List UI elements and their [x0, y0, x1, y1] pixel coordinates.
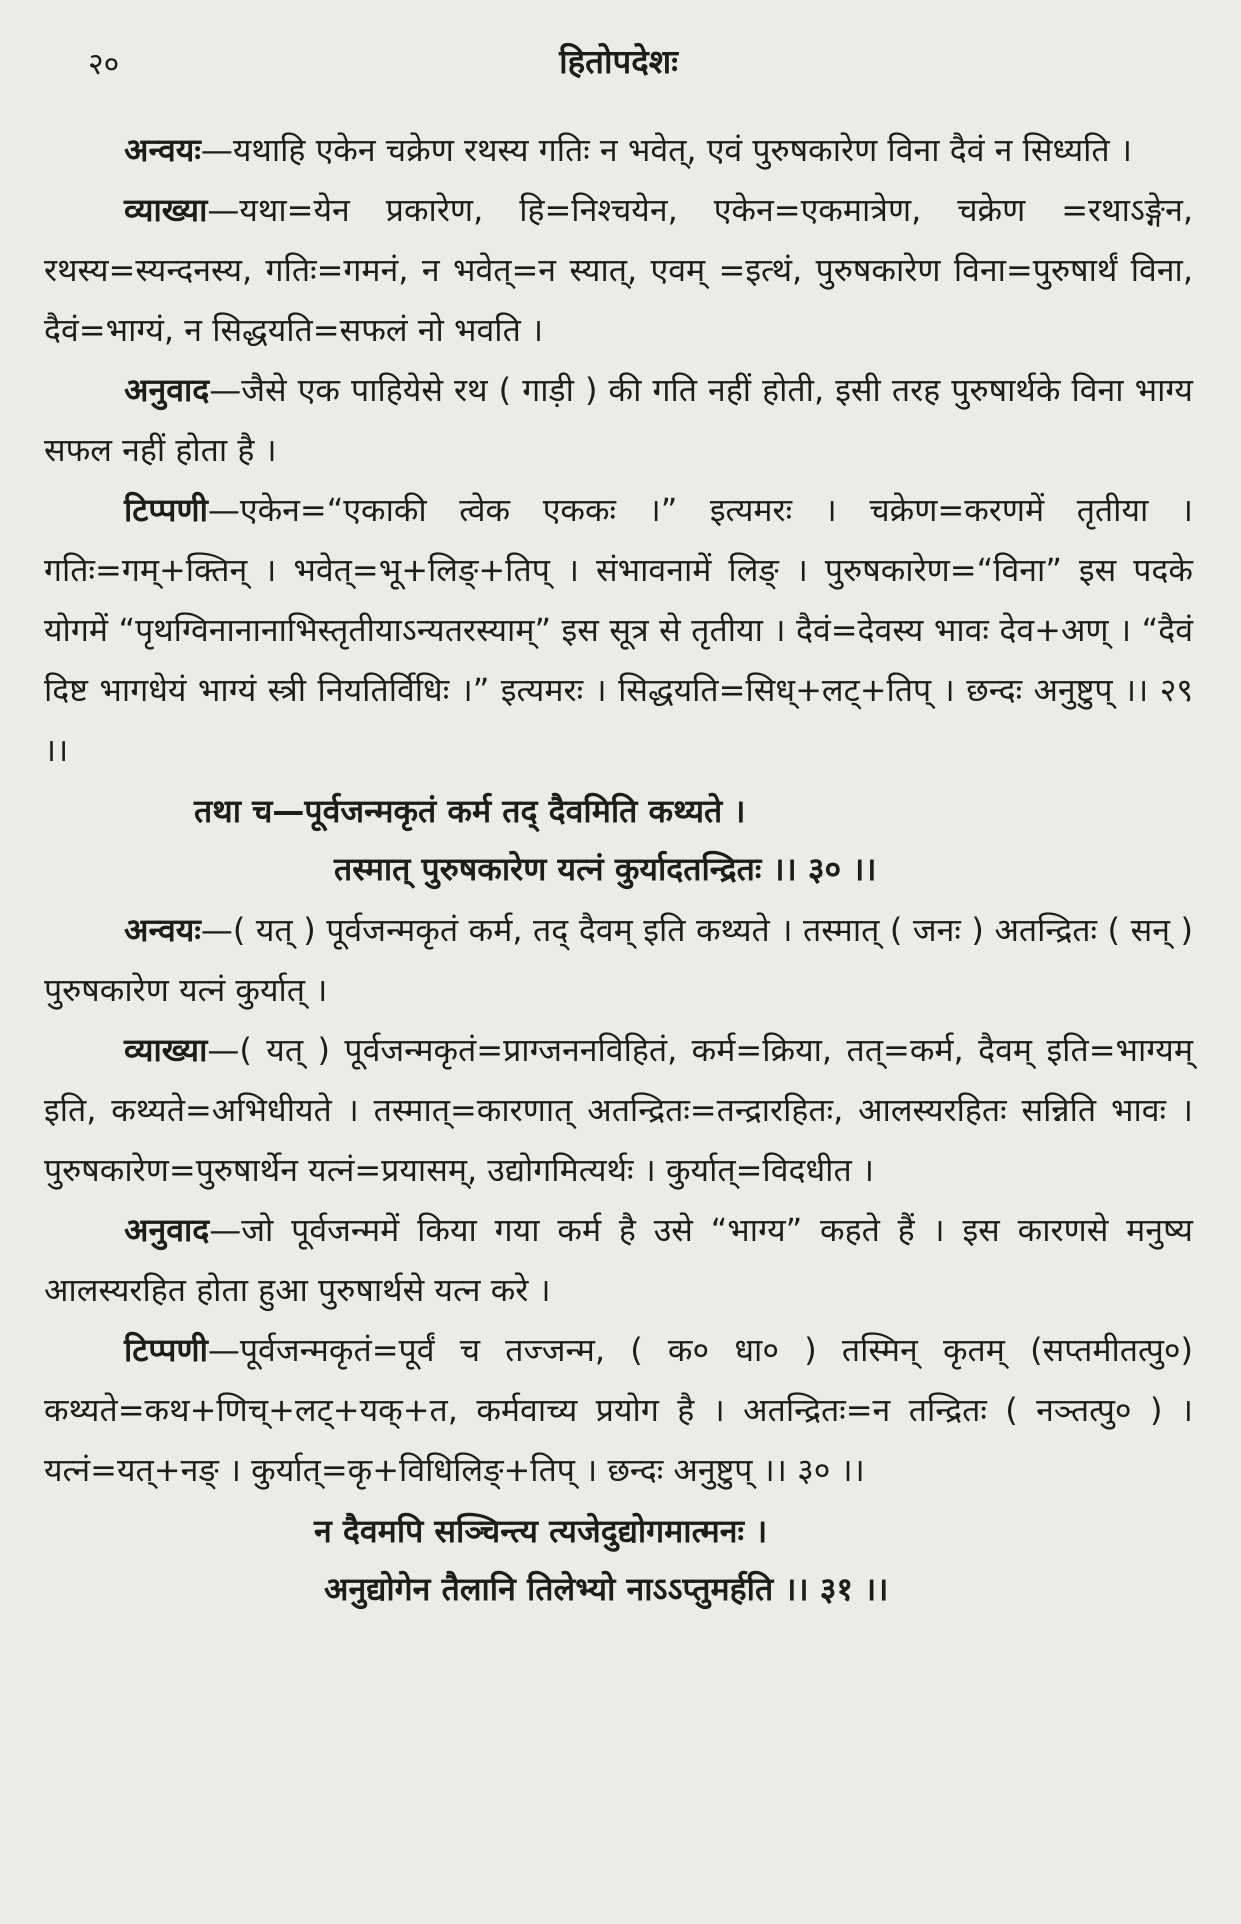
anuvad-label: अनुवाद	[124, 1211, 210, 1249]
anvaya-30	[44, 900, 1193, 1020]
page-header	[44, 0, 1193, 120]
tippani-label: टिप्पणी	[124, 491, 208, 529]
anuvad-29	[44, 360, 1193, 480]
book-title: हितोपदेशः	[559, 42, 678, 81]
verse-31-line-1: न दैवमपि सञ्चिन्त्य त्यजेदुद्योगमात्मनः ।	[314, 1512, 768, 1550]
tippani-29	[44, 480, 1193, 780]
vyakhya-label: व्याख्या	[124, 191, 208, 229]
verse-31-line-2: अनुद्योगेन तैलानि तिलेभ्यो नाऽऽप्तुमर्हति ।। ३१ ।।	[324, 1570, 889, 1608]
vyakhya-30	[44, 1020, 1193, 1200]
vyakhya-label: व्याख्या	[124, 1031, 208, 1069]
anvaya-text: —( यत् ) पूर्वजन्मकृतं कर्म, तद् दैवम् इति कथ्यते । तस्मात् ( जनः ) अतन्द्रितः ( सन् ) पुरुषकारेण यत्नं कुर्यात् ।	[44, 911, 1193, 1009]
anvaya-label: अन्वयः	[124, 131, 201, 169]
anuvad-30	[44, 1200, 1193, 1320]
anuvad-label: अनुवाद	[124, 371, 210, 409]
verse-30-line-1: तथा च—पूर्वजन्मकृतं कर्म तद् दैवमिति कथ्यते ।	[194, 792, 746, 830]
vyakhya-text: —( यत् ) पूर्वजन्मकृतं=प्राग्जननविहितं, कर्म=क्रिया, तत्=कर्म, दैवम् इति=भाग्यम् इति, कथ्यते=अभिधीयते । तस्मात्=कारणात् अतन्द्रितः=तन्द्रारहितः, आलस्यरहितः सन्निति भावः । पुरुषकारेण=पुरुषार्थेन यत्नं=प्रयासम्, उद्योगमित्यर्थः । कुर्यात्=विदधीत ।	[44, 1031, 1193, 1189]
tippani-30	[44, 1320, 1193, 1500]
tippani-text: —एकेन=“एकाकी त्वेक एककः ।” इत्यमरः । चक्रेण=करणमें तृतीया । गतिः=गम्+क्तिन् । भवेत्=भू+लिङ्+तिप् । संभावनामें लिङ् । पुरुषकारेण=“विना” इस पदके योगमें “पृथग्विनानानाभिस्तृतीयाऽन्यतरस्याम्” इस सूत्र से तृतीया । दैवं=देवस्य भावः देव+अण् । “दैवं दिष्ट भागधेयं भाग्यं स्त्री नियतिर्विधिः ।” इत्यमरः । सिद्धयति=सिध्+लट्+तिप् । छन्दः अनुष्टुप् ।। २९ ।।	[44, 491, 1193, 769]
vyakhya-29	[44, 180, 1193, 360]
anvaya-label: अन्वयः	[124, 911, 201, 949]
tippani-text: —पूर्वजन्मकृतं=पूर्वं च तज्जन्म, ( क० धा० ) तस्मिन् कृतम् (सप्तमीतत्पु०) कथ्यते=कथ+णिच्+लट्+यक्+त, कर्मवाच्य प्रयोग है । अतन्द्रितः=न तन्द्रितः ( नञ्तत्पु० ) । यत्नं=यत्+नङ् । कुर्यात्=कृ+विधिलिङ्+तिप् । छन्दः अनुष्टुप् ।। ३० ।।	[44, 1331, 1193, 1489]
anuvad-text: —जो पूर्वजन्ममें किया गया कर्म है उसे “भाग्य” कहते हैं । इस कारणसे मनुष्य आलस्यरहित होता हुआ पुरुषार्थसे यत्न करे ।	[44, 1211, 1193, 1309]
anvaya-text: —यथाहि एकेन चक्रेण रथस्य गतिः न भवेत्, एवं पुरुषकारेण विना दैवं न सिध्यति ।	[200, 131, 1132, 169]
tippani-label: टिप्पणी	[124, 1331, 208, 1369]
anvaya-29	[44, 120, 1193, 180]
vyakhya-text: —यथा=येन प्रकारेण, हि=निश्चयेन, एकेन=एकमात्रेण, चक्रेण =रथाऽङ्गेन, रथस्य=स्यन्दनस्य, गतिः=गमनं, न भवेत्=न स्यात्, एवम् =इत्थं, पुरुषकारेण विना=पुरुषार्थं विना, दैवं=भाग्यं, न सिद्धयति=सफलं नो भवति ।	[44, 191, 1193, 349]
page-number: २०	[88, 47, 120, 82]
anuvad-text: —जैसे एक पाहियेसे रथ ( गाड़ी ) की गति नहीं होती, इसी तरह पुरुषार्थके विना भाग्य सफल नहीं होता है ।	[44, 371, 1193, 469]
verse-30-line-2: तस्मात् पुरुषकारेण यत्नं कुर्यादतन्द्रितः ।। ३० ।।	[334, 850, 877, 888]
